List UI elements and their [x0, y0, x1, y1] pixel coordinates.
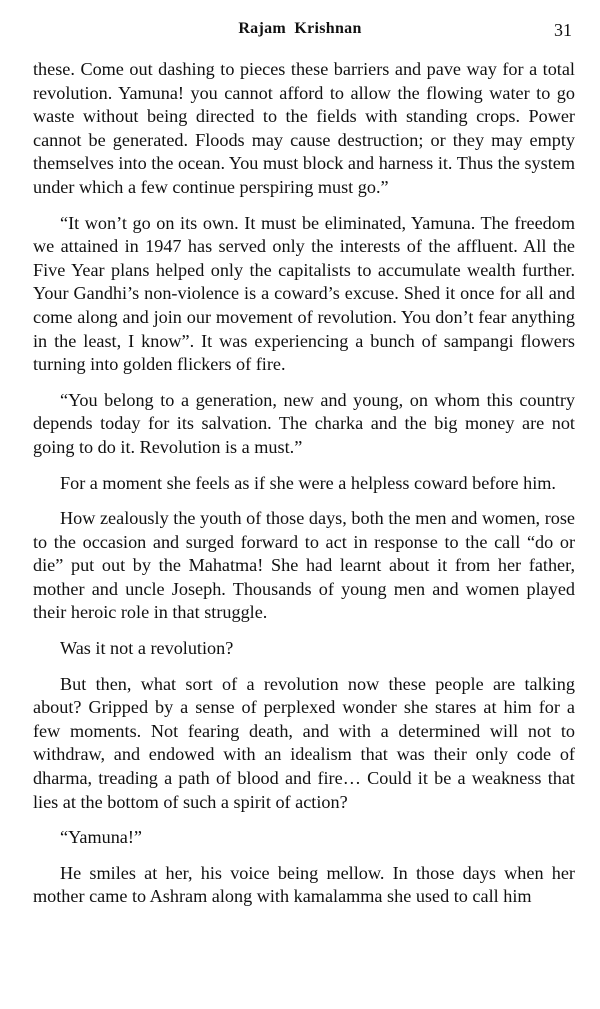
paragraph: “Yamuna!” [60, 827, 142, 848]
paragraph: these. Come out dashing to pieces these barriers and pave way for a total revolution. Yamuna! you cannot afford to allow the flowing water to go waste without being directed to the fields with standing crops. Power cannot be generated. Floods may cause destruction; or they may empty themselves into the ocean. You must block and harness it. Thus the system under which a few continue perspiring must go.” [33, 59, 575, 197]
running-head [0, 20, 600, 44]
paragraph: For a moment she feels as if she were a helpless coward before him. [60, 472, 556, 493]
paragraph: “It won’t go on its own. It must be eliminated, Yamuna. The freedom we attained in 1947 has served only the interests of the affluent. All the Five Year plans helped only the capitalists to accumulate wealth further. Your Gandhi’s non-violence is a coward’s excuse. Shed it once for all and come along and join our movement of revolution. You don’t fear anything in the least, I know”. It was experiencing a bunch of sampangi flowers turning into golden flickers of fire. [33, 212, 575, 375]
body-text [33, 58, 575, 921]
page-number: 31 [554, 20, 572, 40]
paragraph: He smiles at her, his voice being mellow. In those days when her mother came to Ashram along with kamalamma she used to call him [33, 862, 575, 907]
paragraph: But then, what sort of a revolution now these people are talking about? Gripped by a sense of perplexed wonder she stares at him for a few moments. Not fearing death, and with a determined will not to withdraw, and endowed with an idealism that was their only code of dharma, treading a path of blood and fire… Could it be a weakness that lies at the bottom of such a spirit of action? [33, 673, 575, 812]
paragraph: How zealously the youth of those days, both the men and women, rose to the occasion and surged forward to act in response to the call “do or die” put out by the Mahatma! She had learnt about it from her father, mother and uncle Joseph. Thousands of young men and women played their heroic role in that struggle. [33, 508, 575, 623]
paragraph: Was it not a revolution? [60, 638, 234, 659]
paragraph: “You belong to a generation, new and young, on whom this country depends today for its salvation. The charka and the big money are not going to do it. Revolution is a must.” [33, 389, 575, 457]
running-title: Rajam Krishnan [238, 20, 362, 37]
